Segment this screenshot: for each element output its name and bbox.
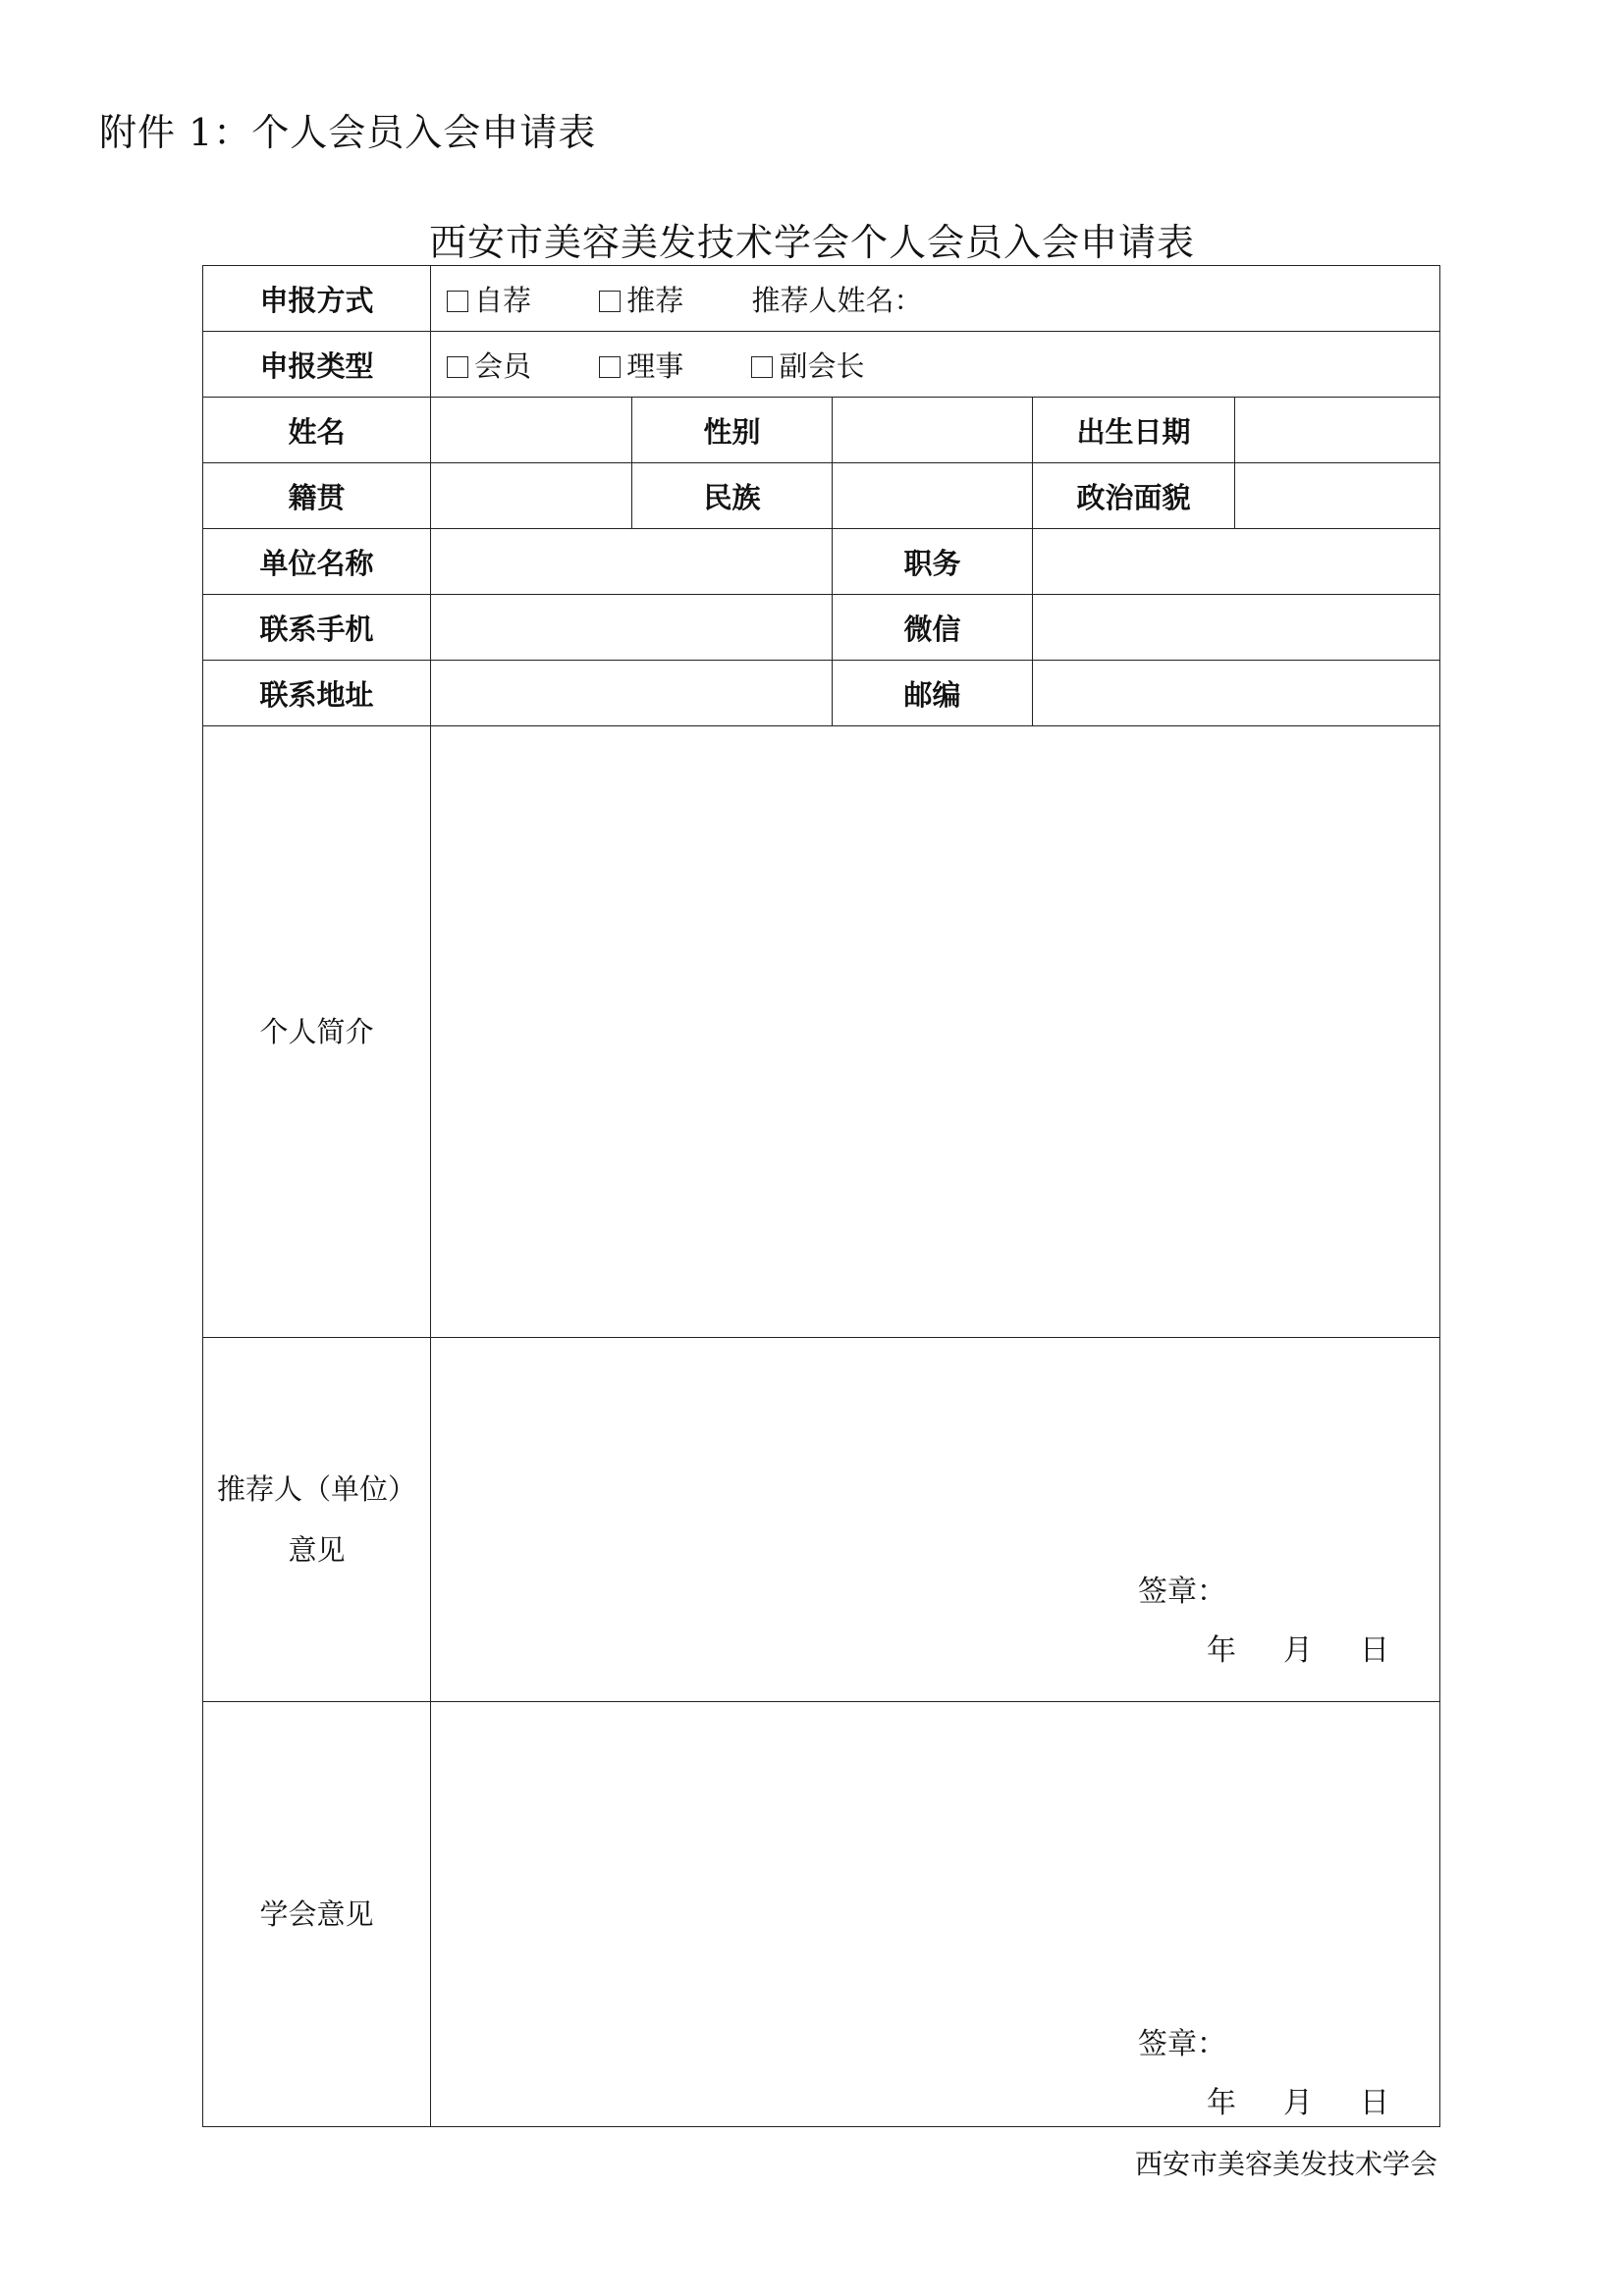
- row-recommender-opinion: [203, 1338, 1440, 1702]
- society-opinion-field[interactable]: [431, 1702, 1440, 2127]
- mobile-label: 联系手机: [203, 595, 431, 661]
- footer-organization: 西安市美容美发技术学会: [1134, 2148, 1437, 2180]
- application-form-table: [202, 265, 1440, 2127]
- row-apply-type: [203, 332, 1440, 398]
- postcode-label: 邮编: [833, 661, 1033, 726]
- ethnicity-field[interactable]: [833, 463, 1033, 529]
- apply-method-label: 申报方式: [203, 266, 431, 332]
- political-status-label: 政治面貌: [1033, 463, 1235, 529]
- gender-field[interactable]: [833, 398, 1033, 463]
- ethnicity-label: 民族: [632, 463, 833, 529]
- position-label: 职务: [833, 529, 1033, 595]
- employer-field[interactable]: [431, 529, 833, 595]
- mobile-field[interactable]: [431, 595, 833, 661]
- gender-label: 性别: [632, 398, 833, 463]
- checkbox-icon[interactable]: [447, 356, 468, 378]
- native-place-field[interactable]: [431, 463, 632, 529]
- row-apply-method: [203, 266, 1440, 332]
- option-recommended[interactable]: 推荐: [599, 279, 683, 319]
- bio-label: 个人简介: [203, 726, 431, 1338]
- recommender-opinion-field[interactable]: [431, 1338, 1440, 1702]
- form-title: 西安市美容美发技术学会个人会员入会申请表: [428, 221, 1195, 264]
- checkbox-icon[interactable]: [599, 291, 621, 312]
- political-status-field[interactable]: [1235, 463, 1440, 529]
- name-field[interactable]: [431, 398, 632, 463]
- apply-type-options: [431, 332, 1440, 398]
- birth-date-field[interactable]: [1235, 398, 1440, 463]
- row-society-opinion: [203, 1702, 1440, 2127]
- position-field[interactable]: [1033, 529, 1440, 595]
- checkbox-icon[interactable]: [751, 356, 773, 378]
- employer-label: 单位名称: [203, 529, 431, 595]
- birth-date-label: 出生日期: [1033, 398, 1235, 463]
- name-label: 姓名: [203, 398, 431, 463]
- wechat-label: 微信: [833, 595, 1033, 661]
- address-field[interactable]: [431, 661, 833, 726]
- row-address: [203, 661, 1440, 726]
- attachment-label: 附件 1：个人会员入会申请表: [99, 111, 597, 154]
- row-personal-1: [203, 398, 1440, 463]
- postcode-field[interactable]: [1033, 661, 1440, 726]
- row-employer: [203, 529, 1440, 595]
- recommender-opinion-label: 推荐人（单位） 意见: [203, 1338, 431, 1702]
- bio-field[interactable]: [431, 726, 1440, 1338]
- checkbox-icon[interactable]: [447, 291, 468, 312]
- row-personal-2: [203, 463, 1440, 529]
- checkbox-icon[interactable]: [599, 356, 621, 378]
- native-place-label: 籍贯: [203, 463, 431, 529]
- row-mobile: [203, 595, 1440, 661]
- option-director[interactable]: 理事: [599, 345, 683, 385]
- recommender-date: 年 月 日: [1207, 1633, 1389, 1668]
- society-opinion-label: 学会意见: [203, 1702, 431, 2127]
- recommender-signature-label: 签章：: [1138, 1575, 1226, 1609]
- option-vice-president[interactable]: 副会长: [751, 345, 864, 385]
- apply-method-options: [431, 266, 1440, 332]
- society-date: 年 月 日: [1207, 2086, 1389, 2120]
- wechat-field[interactable]: [1033, 595, 1440, 661]
- row-bio: [203, 726, 1440, 1338]
- recommender-name-label: 推荐人姓名：: [751, 283, 923, 317]
- apply-type-label: 申报类型: [203, 332, 431, 398]
- option-self-recommend[interactable]: 自荐: [447, 279, 531, 319]
- option-member[interactable]: 会员: [447, 345, 531, 385]
- address-label: 联系地址: [203, 661, 431, 726]
- society-signature-label: 签章：: [1138, 2027, 1226, 2061]
